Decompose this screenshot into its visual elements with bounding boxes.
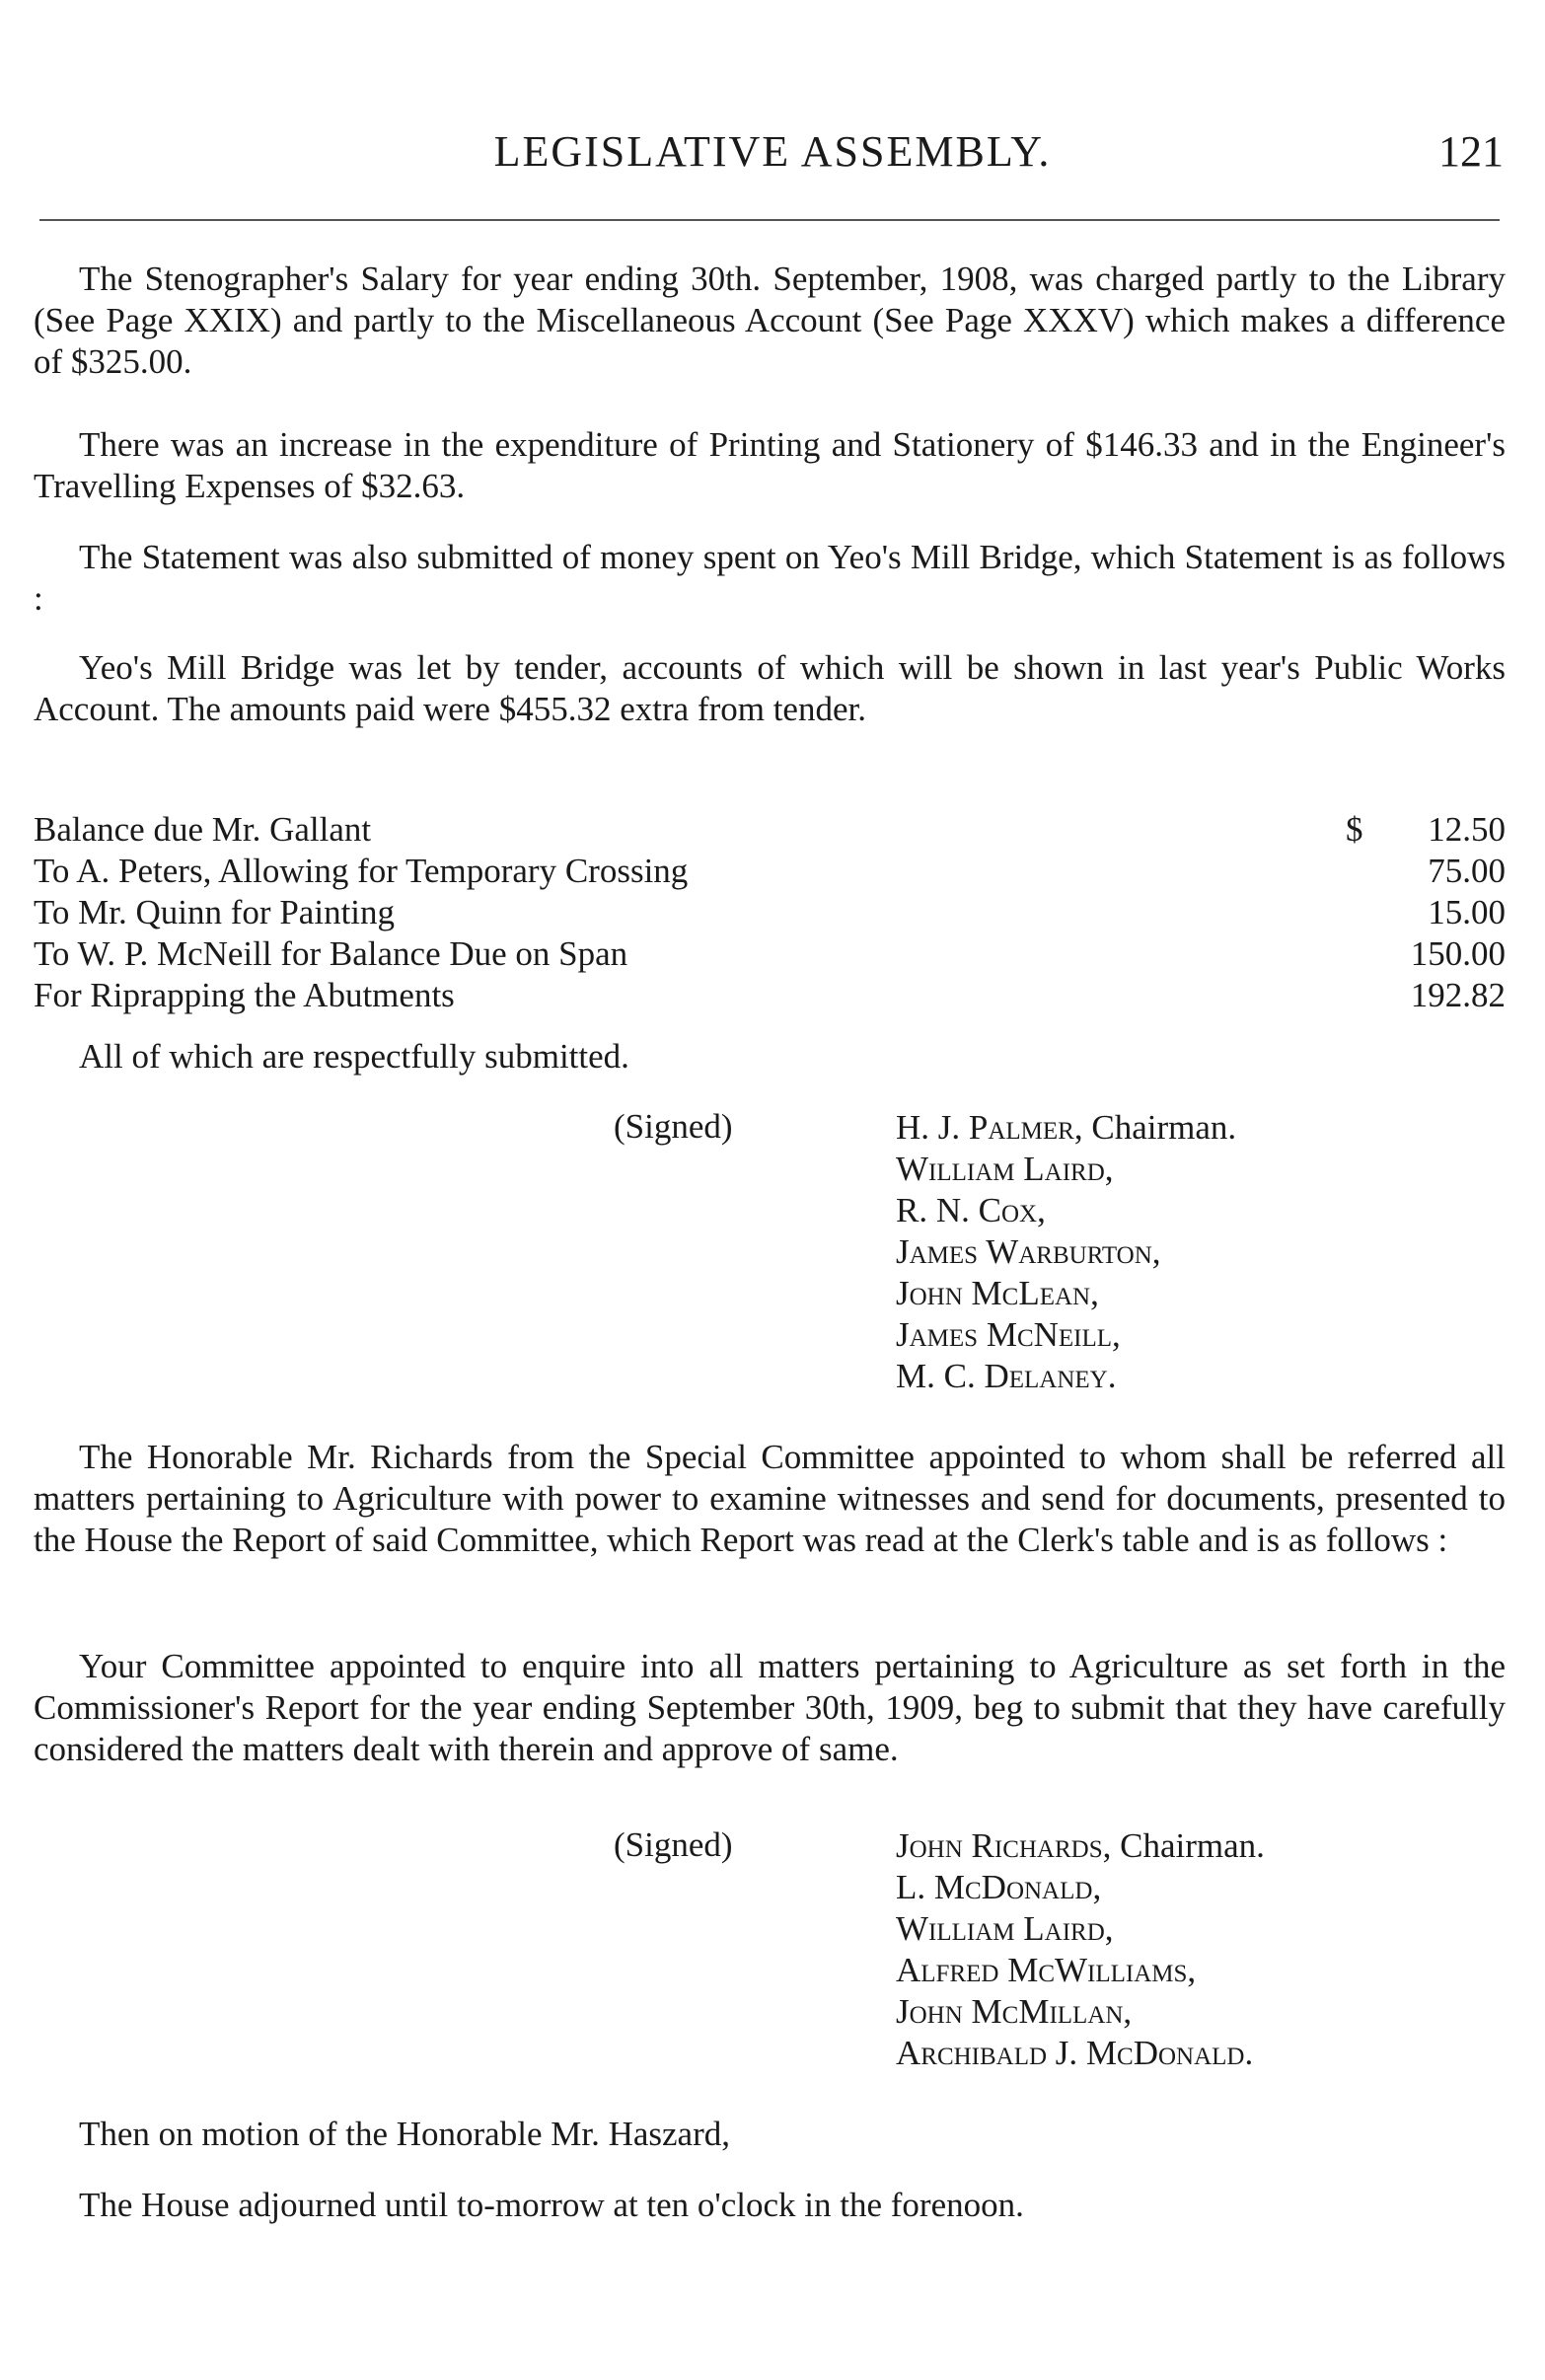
signatory <box>896 1149 1236 1190</box>
signatory-role: Chairman. <box>1120 1826 1265 1865</box>
paragraph-bridge-statement: The Statement was also submitted of money spent on Yeo's Mill Bridge, which Statement is as follows : <box>34 538 1506 618</box>
ledger-amount: 150.00 <box>1410 934 1506 973</box>
page-header <box>0 126 1545 186</box>
signatory <box>896 1356 1236 1397</box>
signatory-name: John Richards, <box>896 1826 1112 1865</box>
ledger-description: For Riprapping the Abutments <box>34 976 455 1014</box>
signatory <box>896 1190 1236 1231</box>
signature-block-agriculture <box>896 1825 1265 2074</box>
signatory-name: William Laird, <box>896 1150 1114 1188</box>
ledger-row <box>34 933 1506 975</box>
ledger-amount: 192.82 <box>1410 976 1506 1014</box>
signatory-name: Archibald J. McDonald. <box>896 2034 1254 2072</box>
signatory-name: John McLean, <box>896 1274 1099 1312</box>
paragraph-agriculture-report: Your Committee appointed to enquire into all matters pertaining to Agriculture as set forth in the Commissioner's Report for the year ending September 30th, 1909, beg to submit that they have carefully considered the matters dealt with therein and approve of same. <box>34 1647 1506 1768</box>
signatory <box>896 1273 1236 1314</box>
signatory-name: Alfred McWilliams, <box>896 1951 1197 1989</box>
ledger-description: To A. Peters, Allowing for Temporary Crossing <box>34 852 689 890</box>
signatory-name: James Warburton, <box>896 1232 1161 1271</box>
ledger-description: To W. P. McNeill for Balance Due on Span <box>34 934 628 973</box>
ledger-amount: 15.00 <box>1428 893 1506 931</box>
adjournment-line: The House adjourned until to-morrow at ten o'clock in the forenoon. <box>79 2186 1024 2224</box>
ledger-description: Balance due Mr. Gallant <box>34 810 372 849</box>
header-rule <box>39 219 1500 221</box>
signatory-name: H. J. Palmer, <box>896 1108 1083 1147</box>
signed-label: (Signed) <box>614 1107 733 1146</box>
signatory <box>896 1950 1265 1991</box>
signatory-name: John McMillan, <box>896 1992 1133 2031</box>
ledger-row <box>34 892 1506 933</box>
closing-line: All of which are respectfully submitted. <box>79 1037 629 1076</box>
signatory <box>896 1314 1236 1356</box>
ledger-row <box>34 809 1506 851</box>
signed-label: (Signed) <box>614 1825 733 1864</box>
ledger-row <box>34 975 1506 1016</box>
ledger-row <box>34 851 1506 892</box>
running-title: LEGISLATIVE ASSEMBLY. <box>493 127 1052 176</box>
signatory-name: R. N. Cox, <box>896 1191 1046 1229</box>
page-number: 121 <box>1438 127 1504 176</box>
signatory-name: M. C. Delaney. <box>896 1357 1117 1395</box>
signatory <box>896 1991 1265 2033</box>
signatory <box>896 2033 1265 2074</box>
signatory-name: L. McDonald, <box>896 1868 1102 1906</box>
ledger-amount: 75.00 <box>1428 852 1506 890</box>
motion-line: Then on motion of the Honorable Mr. Haszard, <box>79 2115 730 2153</box>
ledger-amount: 12.50 <box>1428 810 1506 849</box>
paragraph-stenographer-salary: The Stenographer's Salary for year ending 30th. September, 1908, was charged partly to the Library (See Page XXIX) and partly to the Miscellaneous Account (See Page XXXV) which makes a difference of $325.00. <box>34 260 1506 381</box>
signatory-role: Chairman. <box>1091 1108 1237 1147</box>
signatory <box>896 1231 1236 1273</box>
ledger-currency-sign: $ <box>1346 810 1363 849</box>
signatory <box>896 1825 1265 1867</box>
signatory <box>896 1107 1236 1149</box>
ledger-description: To Mr. Quinn for Painting <box>34 893 396 931</box>
paragraph-bridge-tender: Yeo's Mill Bridge was let by tender, accounts of which will be shown in last year's Public Works Account. The amounts paid were $455.32 extra from tender. <box>34 648 1506 728</box>
signatory <box>896 1908 1265 1950</box>
signatory <box>896 1867 1265 1908</box>
paragraph-agriculture-committee: The Honorable Mr. Richards from the Special Committee appointed to whom shall be referred all matters pertaining to Agriculture with power to examine witnesses and send for documents, presented to the House the Report of said Committee, which Report was read at the Clerk's table and is as follows : <box>34 1438 1506 1559</box>
signatory-name: James McNeill, <box>896 1315 1121 1354</box>
signatory-name: William Laird, <box>896 1909 1114 1948</box>
paragraph-printing-increase: There was an increase in the expenditure of Printing and Stationery of $146.33 and in the Engineer's Travelling Expenses of $32.63. <box>34 425 1506 505</box>
signature-block-bridge <box>896 1107 1236 1397</box>
bridge-ledger <box>34 809 1506 1016</box>
